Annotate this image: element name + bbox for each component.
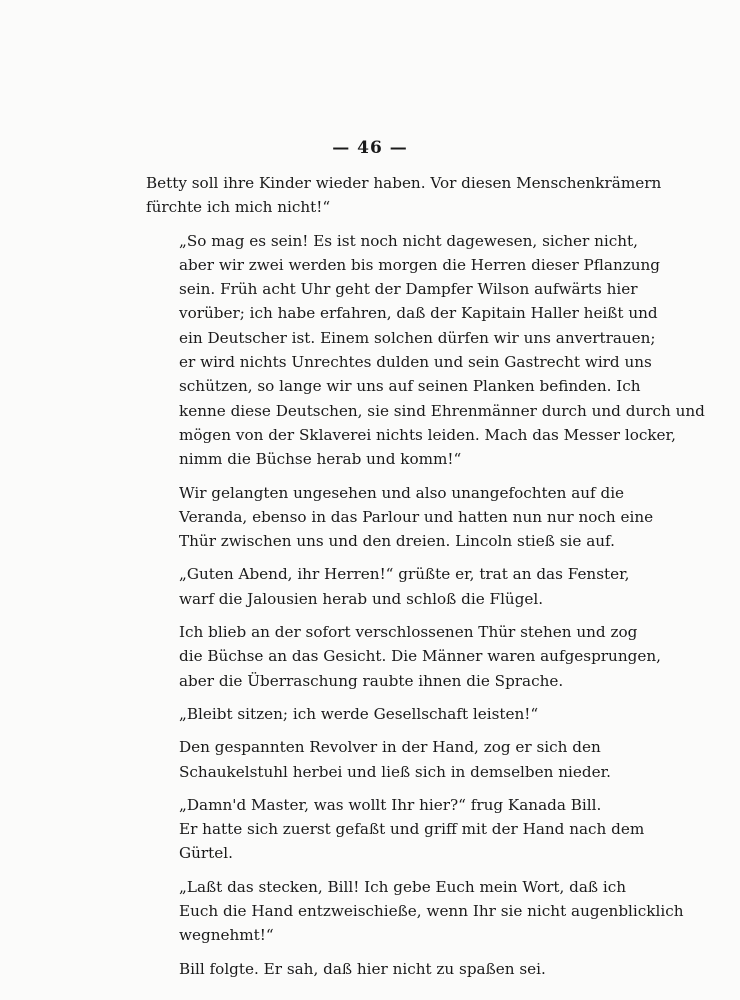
text-line: „Damn'd Master, was wollt Ihr hier?“ frug Kanada Bill. bbox=[179, 795, 602, 814]
paragraph bbox=[146, 702, 592, 726]
text-line: die Büchse an das Gesicht. Die Männer waren aufgesprungen, bbox=[179, 647, 661, 666]
paragraph bbox=[146, 875, 684, 948]
text-line: ein Deutscher ist. Einem solchen dürfen wir uns anvertrauen; bbox=[179, 328, 656, 347]
text-line: Bill folgte. Er sah, daß hier nicht zu spaßen sei. bbox=[179, 959, 546, 978]
text-line: warf die Jalousien herab und schloß die Flügel. bbox=[179, 589, 544, 608]
text-line: vorüber; ich habe erfahren, daß der Kapitain Haller heißt und bbox=[179, 304, 658, 323]
paragraph bbox=[146, 562, 630, 611]
text-line: Thür zwischen uns und den dreien. Lincoln stieß sie auf. bbox=[179, 532, 615, 551]
text-line: Gürtel. bbox=[179, 844, 233, 863]
text-line: „Guten Abend, ihr Herren!“ grüßte er, trat an das Fenster, bbox=[179, 565, 630, 584]
text-line: aber die Überraschung raubte ihnen die Sprache. bbox=[179, 671, 564, 690]
paragraph bbox=[146, 793, 645, 866]
text-line: Den gespannten Revolver in der Hand, zog er sich den bbox=[179, 738, 601, 757]
paragraph bbox=[146, 481, 654, 554]
paragraph bbox=[146, 229, 705, 472]
text-line: nimm die Büchse herab und komm!“ bbox=[179, 450, 462, 469]
text-line: Betty soll ihre Kinder wieder haben. Vor diesen Menschenkrämern bbox=[146, 174, 662, 192]
text-line: schützen, so lange wir uns auf seinen Planken befinden. Ich bbox=[179, 377, 641, 396]
text-line: Ich blieb an der sofort verschlossenen Thür stehen und zog bbox=[179, 623, 638, 642]
text-line: sein. Früh acht Uhr geht der Dampfer Wilson aufwärts hier bbox=[179, 280, 638, 299]
text-line: „Laßt das stecken, Bill! Ich gebe Euch mein Wort, daß ich bbox=[179, 877, 626, 896]
text-line: fürchte ich mich nicht!“ bbox=[146, 198, 331, 217]
text-line: „Bleibt sitzen; ich werde Gesellschaft leisten!“ bbox=[179, 704, 539, 723]
text-line: er wird nichts Unrechtes dulden und sein Gastrecht wird uns bbox=[179, 353, 652, 372]
text-line: mögen von der Sklaverei nichts leiden. Mach das Messer locker, bbox=[179, 425, 676, 444]
text-line: „So mag es sein! Es ist noch nicht dagewesen, sicher nicht, bbox=[179, 231, 638, 250]
text-line: Schaukelstuhl herbei und ließ sich in demselben nieder. bbox=[179, 762, 611, 781]
paragraph bbox=[146, 171, 662, 220]
text-line: Euch die Hand entzweischieße, wenn Ihr sie nicht augenblicklich bbox=[179, 902, 684, 921]
body-text bbox=[146, 171, 705, 981]
text-line: aber wir zwei werden bis morgen die Herren dieser Pflanzung bbox=[179, 255, 661, 274]
paragraph bbox=[146, 620, 661, 693]
text-line: Veranda, ebenso in das Parlour und hatten nun nur noch eine bbox=[179, 507, 654, 526]
text-line: Er hatte sich zuerst gefaßt und griff mit der Hand nach dem bbox=[179, 820, 645, 839]
page-number: — 46 — bbox=[332, 138, 408, 158]
paragraph bbox=[146, 735, 611, 784]
text-line: wegnehmt!“ bbox=[179, 926, 274, 945]
paragraph bbox=[146, 957, 592, 981]
text-line: Wir gelangten ungesehen und also unangefochten auf die bbox=[179, 483, 625, 502]
text-line: kenne diese Deutschen, sie sind Ehrenmänner durch und durch und bbox=[179, 401, 705, 420]
